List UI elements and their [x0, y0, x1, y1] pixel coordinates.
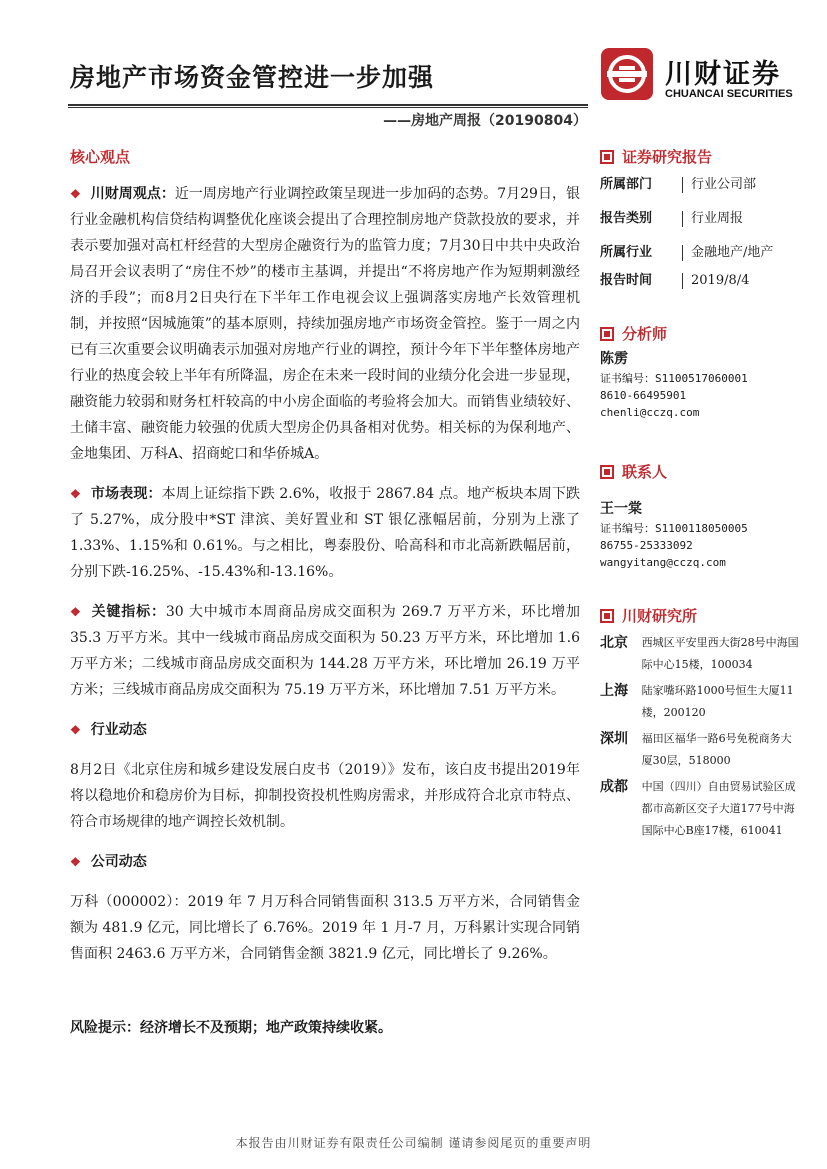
info-value: 金融地产/地产 [682, 245, 773, 261]
contact-heading-label: 联系人 [622, 463, 668, 481]
info-label: 所属部门 [600, 177, 653, 192]
contact-email[interactable]: wangyitang@cczq.com [600, 556, 726, 569]
main-content [70, 146, 580, 967]
address-beijing [600, 632, 800, 676]
report-subtitle: ——房地产周报（20190804） [383, 113, 587, 129]
address-city: 北京 [600, 635, 628, 651]
company-logo [601, 48, 801, 108]
diamond-bullet-icon: ❖ [70, 723, 81, 737]
key-indicators-lead: 关键指标： [91, 604, 166, 620]
analyst-cert: 证书编号：S1100517060001 [600, 372, 748, 385]
company-news-text: 万科（000002）：2019 年 7 月万科合同销售面积 313.5 万平方米，合同销售金额为 481.9 亿元，同比增长了 6.76%。2019 年 1 月-7 月，万科累计实现合同销售面积 2463.6 万平方米，合同销售金额 3821.9 亿元，同比增长了 9.26%。 [70, 894, 580, 962]
contact-phone: 86755-25333092 [600, 539, 693, 552]
info-row-date [600, 273, 800, 289]
analyst-name: 陈雳 [600, 351, 628, 367]
address-city: 深圳 [600, 731, 628, 747]
address-city: 上海 [600, 683, 628, 699]
industry-news-heading [70, 717, 580, 743]
address-text: 福田区福华一路6号免税商务大厦30层，518000 [641, 732, 792, 767]
report-heading-label: 证券研究报告 [622, 148, 713, 166]
analyst-heading [600, 323, 800, 344]
industry-news-text: 8月2日《北京住房和城乡建设发展白皮书（2019）》发布，该白皮书提出2019年将以稳地价和稳房价为目标，抑制投资投机性购房需求，并形成符合北京市特点、符合市场规律的地产调控长效机制。 [70, 762, 580, 830]
risk-warning: 风险提示：经济增长不及预期；地产政策持续收紧。 [70, 1020, 392, 1036]
diamond-bullet-icon: ❖ [70, 187, 81, 201]
market-performance-text: 本周上证综指下跌 2.6%，收报于 2867.84 点。地产板块本周下跌了 5.27%，成分股中*ST 津滨、美好置业和 ST 银亿涨幅居前，分别为上涨了 1.33%、1.15%和 0.61%。与之相比，粤泰股份、哈高科和市北高新跌幅居前，分别下跌-16.25%、-15.43%和-13.16%。 [70, 486, 581, 580]
info-value: 2019/8/4 [682, 273, 749, 289]
report-title: 房地产市场资金管控进一步加强 [70, 63, 435, 92]
contact-heading [600, 461, 800, 482]
industry-news-title: 行业动态 [90, 722, 147, 738]
address-chengdu [600, 776, 800, 842]
info-row-category [600, 211, 800, 227]
analyst-phone: 8610-66495901 [600, 389, 687, 402]
market-performance-paragraph [70, 481, 580, 585]
company-news-title: 公司动态 [90, 854, 147, 870]
info-value: 行业公司部 [682, 177, 756, 193]
info-value: 行业周报 [682, 211, 743, 227]
institute-heading-label: 川财研究所 [622, 607, 698, 625]
contact-cert: 证书编号：S1100118050005 [600, 522, 748, 535]
contact-name: 王一棠 [600, 501, 642, 517]
info-row-industry [600, 245, 800, 261]
company-news-heading [70, 849, 580, 875]
footer-disclaimer: 本报告由川财证券有限责任公司编制 谨请参阅尾页的重要声明 [235, 1136, 592, 1150]
header-divider-thin [68, 107, 588, 108]
square-icon [600, 327, 614, 341]
weekly-view-text: 近一周房地产行业调控政策呈现进一步加码的态势。7月29日，银行业金融机构信贷结构调整优化座谈会提出了合理控制房地产贷款投放的要求，并表示要加强对高杠杆经营的大型房企融资行为的监管力度；7月30日中共中央政治局召开会议表明了“房住不炒”的楼市主基调，并提出“不将房地产作为短期刺激经济的手段”；而8月2日央行在下半年工作电视会议上强调落实房地产长效管理机制，并按照“因城施策”的基本原则，持续加强房地产市场资金管控。鉴于一周之内已有三次重要会议明确表示加强对房地产行业的调控，预计今年下半年整体房地产行业的热度会较上半年有所降温，房企在未来一段时间的业绩分化会进一步显现，融资能力较弱和财务杠杆较高的中小房企面临的考验将会加大。而销售业绩较好、土储丰富、融资能力较强的优质大型房企仍具备相对优势。相关标的为保利地产、金地集团、万科A、招商蛇口和华侨城A。 [70, 186, 580, 462]
address-text: 陆家嘴环路1000号恒生大厦11楼，200120 [641, 684, 794, 719]
address-text: 西城区平安里西大街28号中海国际中心15楼，100034 [641, 636, 799, 671]
diamond-bullet-icon: ❖ [70, 605, 82, 619]
logo-name-cn: 川财证券 [665, 59, 781, 90]
info-label: 报告类别 [600, 211, 653, 226]
info-label: 报告时间 [600, 273, 653, 288]
analyst-email[interactable]: chenli@cczq.com [600, 406, 700, 419]
square-icon [600, 609, 614, 623]
sidebar [600, 146, 800, 842]
weekly-view-paragraph [70, 181, 580, 467]
logo-name-en: CHUANCAI SECURITIES [665, 88, 793, 100]
address-text: 中国（四川）自由贸易试验区成都市高新区交子大道177号中海国际中心B座17楼，610041 [641, 780, 796, 837]
address-shanghai [600, 680, 800, 724]
institute-heading [600, 605, 800, 626]
diamond-bullet-icon: ❖ [70, 855, 81, 869]
core-views-heading: 核心观点 [70, 148, 131, 166]
address-shenzhen [600, 728, 800, 772]
address-city: 成都 [600, 779, 628, 795]
square-icon [600, 150, 614, 164]
info-row-department [600, 177, 800, 193]
weekly-view-lead: 川财周观点： [90, 186, 175, 202]
square-icon [600, 465, 614, 479]
info-label: 所属行业 [600, 245, 653, 260]
diamond-bullet-icon: ❖ [70, 487, 81, 501]
key-indicators-paragraph [70, 599, 580, 703]
market-performance-lead: 市场表现： [90, 486, 162, 502]
key-indicators-text: 30 大中城市本周商品房成交面积为 269.7 万平方米，环比增加 35.3 万平方米。其中一线城市商品房成交面积为 50.23 万平方米，环比增加 1.6 万平方米；二线城市商品房成交面积为 144.28 万平方米，环比增加 26.19 万平方米；三线城市商品房成交面积为 75.19 万平方米，环比增加 7.51 万平方米。 [70, 604, 581, 698]
report-heading [600, 146, 800, 167]
chuancai-logo-icon [601, 48, 653, 100]
header-divider [68, 104, 588, 106]
analyst-heading-label: 分析师 [622, 325, 668, 343]
